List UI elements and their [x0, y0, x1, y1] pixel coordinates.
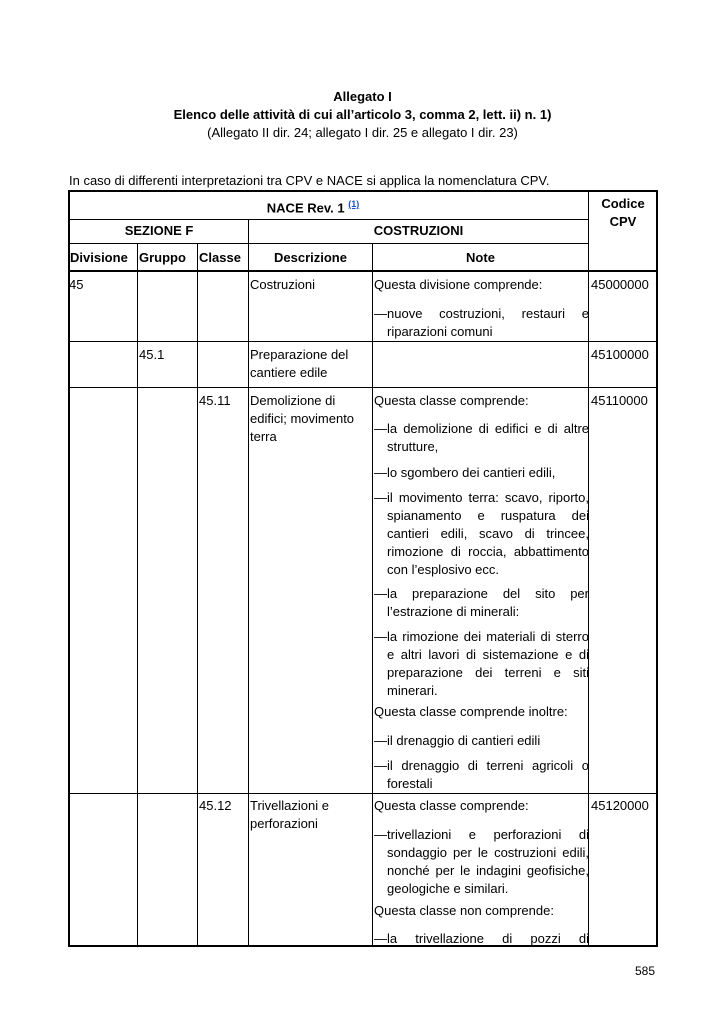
- note-text: Questa classe comprende:: [374, 798, 529, 813]
- row-descrizione: Trivellazioni e perforazioni: [250, 798, 329, 831]
- row-classe: 45.12: [199, 798, 232, 813]
- row-classe: 45.11: [199, 393, 231, 408]
- note-item: — il drenaggio di cantieri edili: [374, 733, 541, 748]
- note-item: — trivellazioni e perforazioni di sondaggio per le costruzioni edili, nonché per le indagini geofisiche, geologiche e similari.: [374, 827, 589, 896]
- col-note: Note: [466, 250, 495, 265]
- row-cpv: 45110000: [591, 393, 648, 408]
- cpv-header: CPV: [609, 214, 637, 229]
- note-item: — il drenaggio di terreni agricoli o forestali: [374, 758, 589, 791]
- note-text: Questa divisione comprende:: [374, 277, 543, 292]
- col-gruppo: Gruppo: [139, 250, 186, 265]
- note-item: — la trivellazione di pozzi di: [374, 931, 589, 946]
- col-classe: Classe: [199, 250, 241, 265]
- intro-text: In caso di differenti interpretazioni tra CPV e NACE si applica la nomenclatura CPV.: [69, 173, 550, 188]
- row-cpv: 45120000: [591, 798, 649, 813]
- col-descrizione: Descrizione: [274, 250, 347, 265]
- sezione-label: SEZIONE F: [124, 223, 194, 238]
- note-text: Questa classe comprende inoltre:: [374, 704, 568, 719]
- note-item: — nuove costruzioni, restauri e riparazioni comuni: [374, 306, 589, 339]
- note-text: Questa classe non comprende:: [374, 903, 554, 918]
- nace-title: NACE Rev. 1 $^{(1)}$: [266, 199, 360, 216]
- page-number: 585: [634, 964, 655, 978]
- row-descrizione: Costruzioni: [250, 277, 316, 292]
- note-text: Questa classe comprende:: [374, 393, 529, 408]
- row-cpv: 45100000: [591, 347, 649, 362]
- annex-subtitle: Elenco delle attività di cui all’articolo 3, comma 2, lett. ii) n. 1): [173, 107, 552, 122]
- note-item: — lo sgombero dei cantieri edili,: [374, 465, 556, 480]
- codice-header: Codice: [601, 196, 645, 211]
- row-cpv: 45000000: [591, 277, 649, 292]
- col-divisione: Divisione: [70, 250, 128, 265]
- row-descrizione: Preparazione del cantiere edile: [250, 347, 349, 380]
- footnote-link[interactable]: (1): [348, 199, 360, 209]
- note-item: — il movimento terra: scavo, riporto, spianamento e ruspatura dei cantieri edili, scavo di trincee, rimozione di roccia, abbattimento con l’esplosivo ecc.: [374, 490, 589, 577]
- row-gruppo: 45.1: [139, 347, 165, 362]
- row-divisione: 45: [69, 277, 84, 292]
- row-descrizione: Demolizione di edifici; movimento terra: [250, 393, 355, 444]
- note-item: — la preparazione del sito per l’estrazione di minerali:: [374, 586, 589, 619]
- note-item: — la demolizione di edifici e di altre strutture,: [374, 421, 589, 454]
- costruzioni-label: COSTRUZIONI: [373, 223, 464, 238]
- annex-reference: (Allegato II dir. 24; allegato I dir. 25 e allegato I dir. 23): [207, 125, 518, 140]
- annex-title: Allegato I: [333, 89, 392, 104]
- note-item: — la rimozione dei materiali di sterro e altri lavori di sistemazione e di preparazione dei terreni e siti minerari.: [374, 629, 589, 698]
